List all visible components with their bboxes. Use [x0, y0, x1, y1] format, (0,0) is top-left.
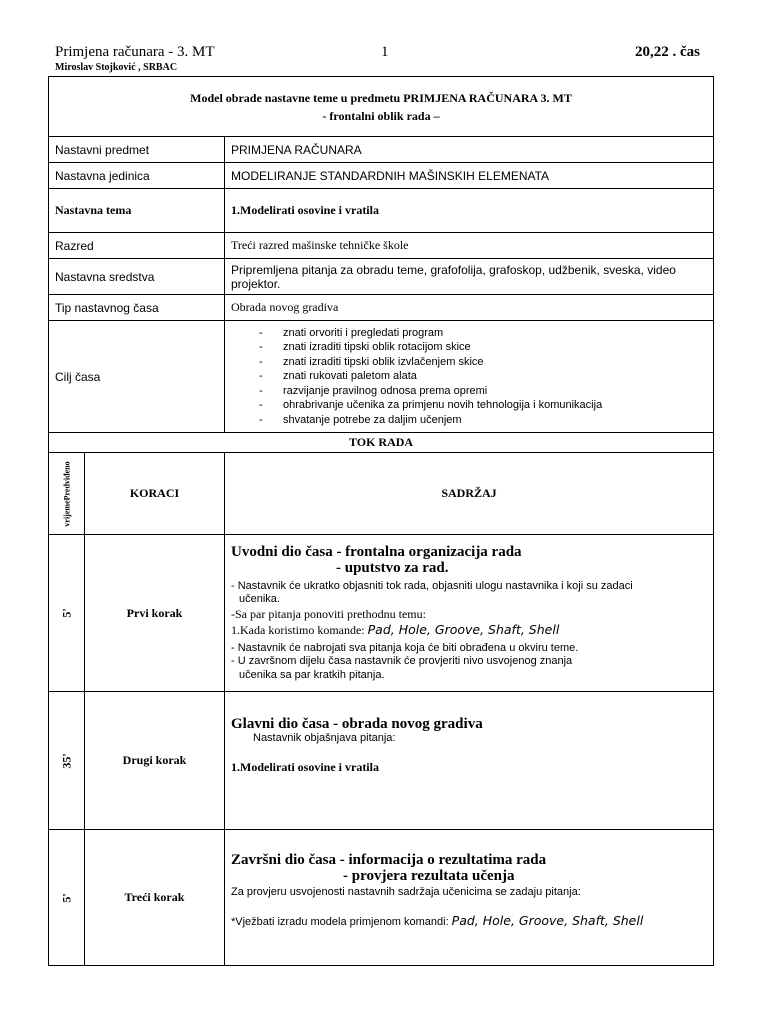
info-label: Tip nastavnog časa [49, 295, 225, 321]
list-item: - znati rukovati paletom alata [259, 369, 707, 383]
step-paragraph: Za provjeru usvojenosti nastavnih sadržaja učenicima se zadaju pitanja: [231, 885, 581, 898]
step-content [225, 692, 714, 830]
info-value: Obrada novog gradiva [225, 295, 714, 321]
step-time [49, 830, 85, 966]
step-paragraph: - Nastavnik će ukratko objasniti tok rada, objasniti ulogu nastavnika i koji su zadaci [231, 579, 633, 592]
step-paragraph: Nastavnik objašnjava pitanja: [253, 732, 396, 745]
tok-rada-row [49, 433, 714, 453]
step-title: Završni dio časa - informacija o rezultatima rada [231, 851, 547, 868]
step-name: Treći korak [85, 830, 225, 966]
step-subtitle: - provjera rezultata učenja [343, 867, 515, 884]
header-author: Miroslav Stojković , SRBAC [55, 62, 178, 73]
info-row [49, 259, 714, 295]
info-row [49, 233, 714, 259]
info-label: Nastavni predmet [49, 137, 225, 163]
step-title: Uvodni dio časa - frontalna organizacija rada [231, 543, 522, 560]
step-content [225, 830, 714, 966]
step-time-label: 5' [59, 892, 73, 903]
tok-rada-heading: TOK RADA [49, 433, 714, 453]
lesson-plan-table [48, 76, 714, 966]
step-name: Prvi korak [85, 535, 225, 692]
page-number: 1 [381, 44, 389, 60]
title-row [49, 77, 714, 137]
list-item: - znati izraditi tipski oblik rotacijom skice [259, 340, 707, 354]
header-subject: Primjena računara - 3. MT [55, 44, 215, 60]
step-name: Drugi korak [85, 692, 225, 830]
step-paragraph [231, 622, 707, 638]
info-value: 1.Modelirati osovine i vratila [225, 189, 714, 233]
step-paragraph [231, 913, 707, 930]
commands-list: Pad, Hole, Groove, Shaft, Shell [367, 621, 560, 637]
info-label: Nastavna jedinica [49, 163, 225, 189]
steps-column-header: KORACI [85, 453, 225, 535]
goals-row [49, 321, 714, 433]
commands-prefix: *Vježbati izradu modela primjenom komandi: [231, 916, 449, 928]
page-header [55, 44, 700, 76]
document-title [49, 77, 714, 137]
time-column-header [49, 453, 85, 535]
info-value: PRIMJENA RAČUNARA [225, 137, 714, 163]
list-item: - znati orvoriti i pregledati program [259, 326, 707, 340]
step-title: Glavni dio časa - obrada novog gradiva [231, 716, 483, 733]
goals-label: Cilj časa [49, 321, 225, 433]
step-subtitle: - uputstvo za rad. [336, 559, 449, 576]
step-row-3 [49, 830, 714, 966]
info-label: Nastavna sredstva [49, 259, 225, 295]
step-paragraph: 1.Modelirati osovine i vratila [231, 759, 379, 774]
info-value: Treći razred mašinske tehničke škole [225, 233, 714, 259]
step-paragraph: - Nastavnik će nabrojati sva pitanja koja će biti obrađena u okviru teme. [231, 641, 579, 654]
step-time-label: 35' [59, 752, 73, 769]
info-row [49, 137, 714, 163]
step-time [49, 535, 85, 692]
step-time-label: 5' [59, 608, 73, 618]
content-column-header: SADRŽAJ [225, 453, 714, 535]
header-hours: 20,22 . čas [635, 44, 700, 60]
list-item: - shvatanje potrebe za daljim učenjem [259, 413, 707, 427]
step-row-2 [49, 692, 714, 830]
info-row [49, 295, 714, 321]
step-time [49, 692, 85, 830]
step-row-1 [49, 535, 714, 692]
time-column-label: vrijemePredviđeno [62, 460, 71, 527]
step-paragraph: -Sa par pitanja ponoviti prethodnu temu: [231, 606, 426, 621]
list-item: - razvijanje pravilnog odnosa prema opremi [259, 384, 707, 398]
title-line1: Model obrade nastavne teme u predmetu PRIMJENA RAČUNARA 3. MT [190, 90, 572, 105]
info-value: MODELIRANJE STANDARDNIH MAŠINSKIH ELEMENATA [225, 163, 714, 189]
goals-cell [225, 321, 714, 433]
step-paragraph: učenika. [239, 593, 280, 606]
title-line2: - frontalni oblik rada – [322, 108, 440, 123]
commands-prefix: 1.Kada koristimo komande: [231, 622, 365, 637]
step-content [225, 535, 714, 692]
columns-header-row [49, 453, 714, 535]
step-paragraph: učenika sa par kratkih pitanja. [239, 668, 385, 681]
info-row [49, 163, 714, 189]
goals-list [231, 326, 707, 427]
info-label: Razred [49, 233, 225, 259]
info-value: Pripremljena pitanja za obradu teme, grafofolija, grafoskop, udžbenik, sveska, video projektor. [225, 259, 714, 295]
list-item: - ohrabrivanje učenika za primjenu novih tehnologija i komunikacija [259, 398, 707, 412]
info-row [49, 189, 714, 233]
commands-list: Pad, Hole, Groove, Shaft, Shell [451, 913, 644, 928]
list-item: - znati izraditi tipski oblik izvlačenjem skice [259, 355, 707, 369]
info-label: Nastavna tema [49, 189, 225, 233]
step-paragraph: - U završnom dijelu časa nastavnik će provjeriti nivo usvojenog znanja [231, 655, 573, 668]
